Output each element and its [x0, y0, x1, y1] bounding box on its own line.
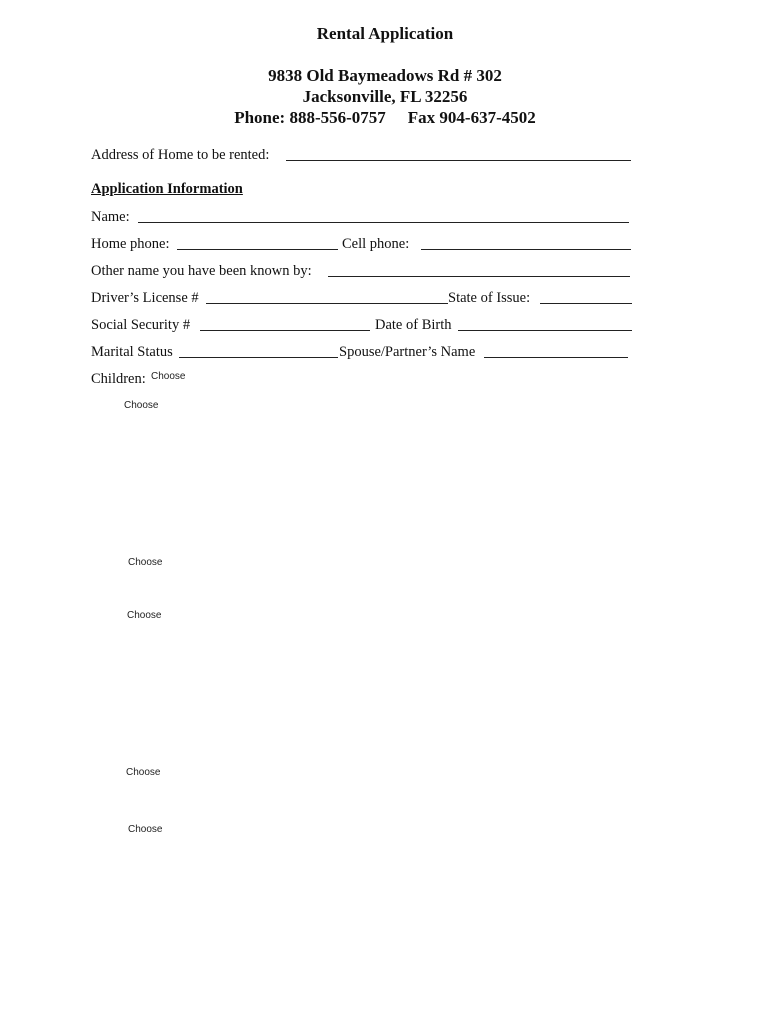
children-label: Children: [91, 371, 146, 387]
address-field[interactable] [286, 160, 631, 161]
marital-status-label: Marital Status [91, 344, 173, 360]
spouse-label: Spouse/Partner’s Name [339, 344, 476, 360]
contact-line [0, 108, 770, 128]
choose-button[interactable]: Choose [126, 767, 161, 778]
choose-button[interactable]: Choose [127, 610, 162, 621]
dob-label: Date of Birth [375, 317, 452, 333]
home-phone-label: Home phone: [91, 236, 170, 252]
spouse-field[interactable] [484, 357, 628, 358]
other-name-field[interactable] [328, 276, 630, 277]
dob-field[interactable] [458, 330, 632, 331]
choose-button[interactable]: Choose [124, 400, 159, 411]
other-name-label: Other name you have been known by: [91, 263, 312, 279]
choose-button[interactable]: Choose [151, 371, 186, 382]
marital-status-field[interactable] [179, 357, 338, 358]
choose-button[interactable]: Choose [128, 557, 163, 568]
state-of-issue-field[interactable] [540, 303, 632, 304]
ssn-field[interactable] [200, 330, 370, 331]
cell-phone-label: Cell phone: [342, 236, 410, 252]
section-heading: Application Information [91, 181, 243, 197]
choose-button[interactable]: Choose [128, 824, 163, 835]
name-label: Name: [91, 209, 130, 225]
address-label: Address of Home to be rented: [91, 147, 270, 163]
drivers-license-label: Driver’s License # [91, 290, 199, 306]
fax-number: Fax 904-637-4502 [407, 108, 536, 127]
document-title: Rental Application [316, 24, 454, 43]
home-phone-field[interactable] [177, 249, 338, 250]
office-address-line2: Jacksonville, FL 32256 [302, 87, 468, 106]
ssn-label: Social Security # [91, 317, 191, 333]
phone-number: Phone: 888-556-0757 [234, 108, 386, 127]
name-field[interactable] [138, 222, 629, 223]
office-address-line1: 9838 Old Baymeadows Rd # 302 [268, 66, 502, 85]
drivers-license-field[interactable] [206, 303, 448, 304]
state-of-issue-label: State of Issue: [448, 290, 531, 306]
cell-phone-field[interactable] [421, 249, 631, 250]
